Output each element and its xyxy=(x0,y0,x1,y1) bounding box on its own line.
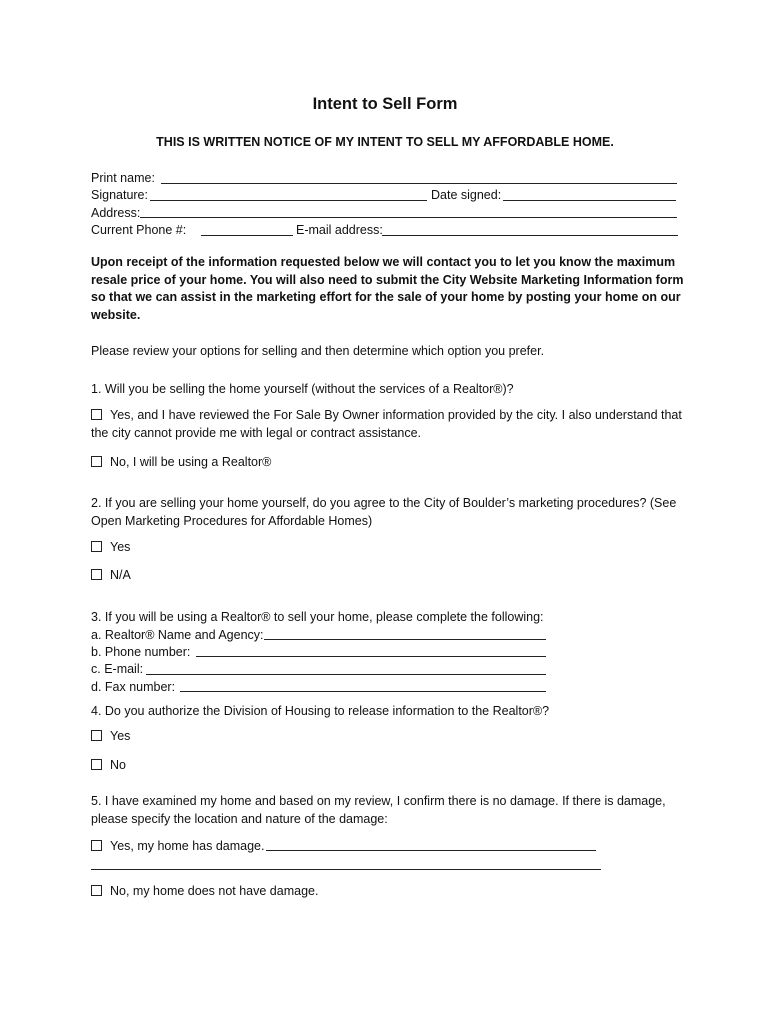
q5-option-yes xyxy=(91,838,265,854)
q3-realtor-name-field[interactable] xyxy=(264,639,546,640)
q3-fax-field[interactable] xyxy=(180,691,546,692)
print-name-label: Print name: xyxy=(91,171,155,185)
q5-no-checkbox[interactable] xyxy=(91,885,102,896)
q5-yes-label: Yes, my home has damage. xyxy=(110,839,265,853)
notice-paragraph: Upon receipt of the information requested below we will contact you to let you know the maximum resale price of your home. You will also need to submit the City Website Marketing Information form so that we can assist in the marketing effort for the sale of your home by posting your home on our website. xyxy=(91,255,684,322)
q2-na-checkbox[interactable] xyxy=(91,569,102,580)
q1-question: 1. Will you be selling the home yourself (without the services of a Realtor®)? xyxy=(91,382,514,396)
date-signed-field[interactable] xyxy=(503,200,676,201)
q3-realtor-name-label: a. Realtor® Name and Agency: xyxy=(91,628,264,642)
signature-field[interactable] xyxy=(150,200,427,201)
email-field[interactable] xyxy=(382,235,678,236)
q2-na-label: N/A xyxy=(110,568,131,582)
q3-phone-field[interactable] xyxy=(196,656,546,657)
review-instruction: Please review your options for selling and then determine which option you prefer. xyxy=(91,344,545,358)
q1-yes-label: Yes, and I have reviewed the For Sale By Owner information provided by the city. I also understand that the city cannot provide me with legal or contract assistance. xyxy=(91,408,682,440)
q3-email-label: c. E-mail: xyxy=(91,662,144,676)
q4-yes-label: Yes xyxy=(110,729,131,743)
q2-yes-checkbox[interactable] xyxy=(91,541,102,552)
q1-option-no xyxy=(91,454,271,470)
q2-option-na xyxy=(91,567,131,583)
address-label: Address: xyxy=(91,206,141,220)
q3-email-field[interactable] xyxy=(146,674,546,675)
form-subtitle: THIS IS WRITTEN NOTICE OF MY INTENT TO SELL MY AFFORDABLE HOME. xyxy=(156,135,614,149)
q5-damage-field-continued[interactable] xyxy=(91,869,601,870)
q4-question: 4. Do you authorize the Division of Housing to release information to the Realtor®? xyxy=(91,704,550,718)
q1-option-yes xyxy=(91,407,691,442)
q1-no-checkbox[interactable] xyxy=(91,456,102,467)
q5-option-no xyxy=(91,883,318,899)
current-phone-label: Current Phone #: xyxy=(91,223,187,237)
q1-no-label: No, I will be using a Realtor® xyxy=(110,455,272,469)
q2-question: 2. If you are selling your home yourself, do you agree to the City of Boulder’s marketing procedures? (See Open Marketing Procedures for Affordable Homes) xyxy=(91,496,677,528)
q2-option-yes xyxy=(91,539,130,555)
q3-phone-label: b. Phone number: xyxy=(91,645,191,659)
q4-option-no xyxy=(91,757,126,773)
email-label: E-mail address: xyxy=(296,223,383,237)
current-phone-field[interactable] xyxy=(201,235,293,236)
q1-yes-checkbox[interactable] xyxy=(91,409,102,420)
q4-no-checkbox[interactable] xyxy=(91,759,102,770)
q3-question: 3. If you will be using a Realtor® to sell your home, please complete the following: xyxy=(91,610,544,624)
q4-option-yes xyxy=(91,728,130,744)
q5-yes-checkbox[interactable] xyxy=(91,840,102,851)
form-title: Intent to Sell Form xyxy=(312,95,458,113)
date-signed-label: Date signed: xyxy=(431,188,502,202)
print-name-field[interactable] xyxy=(161,183,677,184)
q4-no-label: No xyxy=(110,758,126,772)
q3-fax-label: d. Fax number: xyxy=(91,680,176,694)
q5-damage-field[interactable] xyxy=(266,850,596,851)
address-field[interactable] xyxy=(140,217,677,218)
q2-yes-label: Yes xyxy=(110,540,131,554)
signature-label: Signature: xyxy=(91,188,148,202)
q5-no-label: No, my home does not have damage. xyxy=(110,884,319,898)
q5-question: 5. I have examined my home and based on my review, I confirm there is no damage. If there is damage, please specify the location and nature of the damage: xyxy=(91,794,666,826)
q4-yes-checkbox[interactable] xyxy=(91,730,102,741)
